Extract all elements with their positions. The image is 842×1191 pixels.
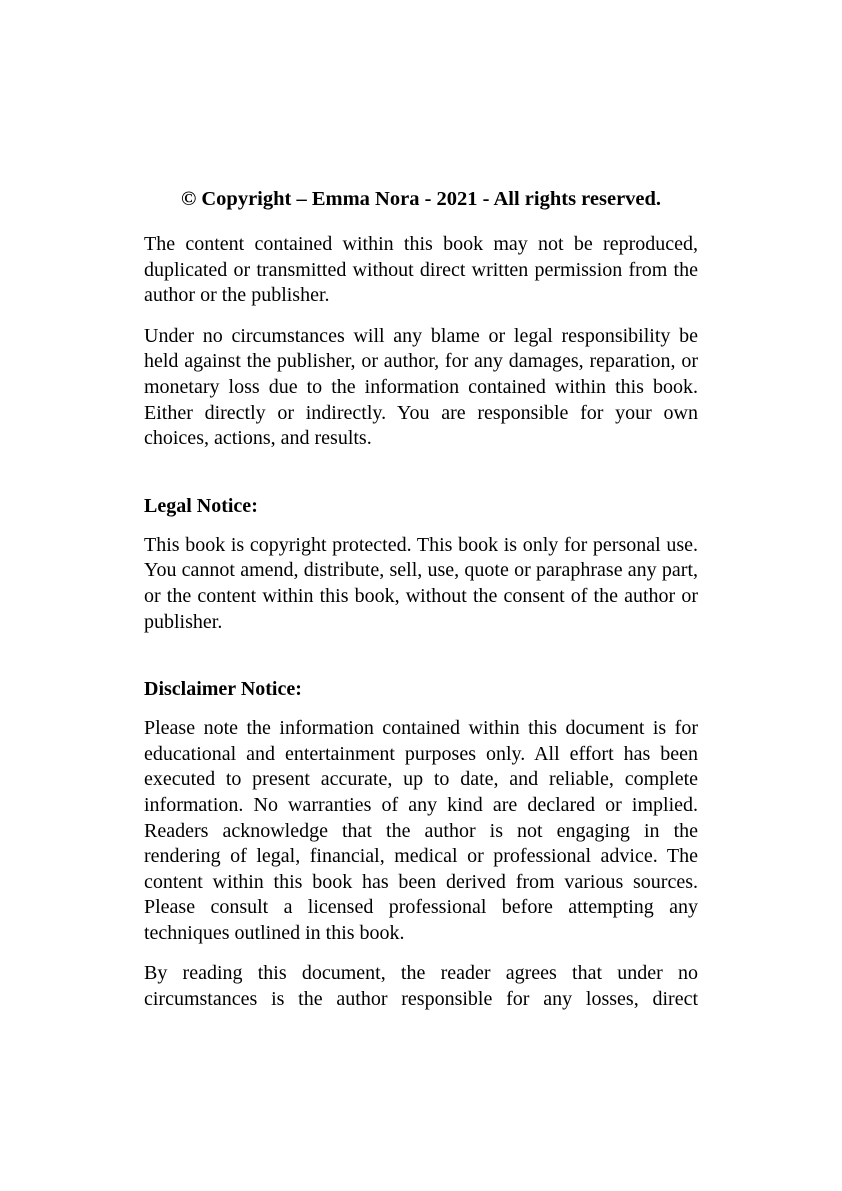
disclaimer-paragraph-info: Please note the information contained within this document is for educational and entertainment purposes only. All effort has been executed to present accurate, up to date, and reliable, complete information. No warranties of any kind are declared or implied. Readers acknowledge that the author is not engaging in the rendering of legal, financial, medical or professional advice. The content within this book has been derived from various sources. Please consult a licensed professional before attempting any techniques outlined in this book. (144, 717, 698, 944)
legal-notice-text: This book is copyright protected. This book is only for personal use. You cannot amend, distribute, sell, use, quote or paraphrase any part, or the content within this book, without the consent of the author or publisher. (144, 533, 698, 633)
copyright-title: © Copyright – Emma Nora - 2021 - All rights reserved. (180, 188, 662, 210)
section-spacer (144, 650, 698, 676)
intro-paragraph-reproduction: The content contained within this book may not be reproduced, duplicated or transmitted without direct written permission from the author or the publisher. (144, 233, 698, 307)
section-spacer (144, 467, 698, 493)
page-content (144, 184, 698, 1028)
intro-paragraph-liability: Under no circumstances will any blame or legal responsibility be held against the publisher, or author, for any damages, reparation, or monetary loss due to the information contained within this book. Either directly or indirectly. You are responsible for your own choices, actions, and results. (144, 324, 698, 450)
disclaimer-paragraph-agreement: By reading this document, the reader agrees that under no circumstances is the author responsible for any losses, direct (144, 962, 698, 1011)
legal-notice-heading: Legal Notice: (144, 494, 258, 517)
disclaimer-notice-heading: Disclaimer Notice: (144, 678, 302, 701)
